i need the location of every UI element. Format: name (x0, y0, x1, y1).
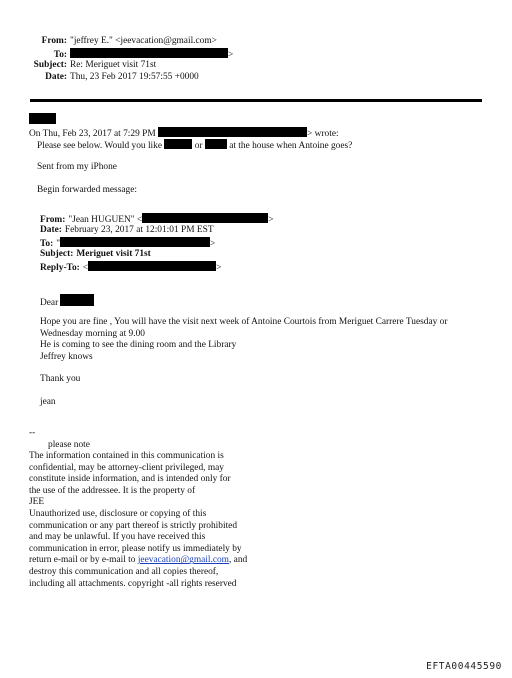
redaction-box (158, 127, 307, 137)
notice-return-suffix: , and (228, 555, 248, 566)
fwd-subject-value: Meriguet visit 71st (76, 249, 151, 259)
fwd-from-label: From: (40, 215, 66, 225)
fwd-close-bracket: > (268, 215, 274, 225)
notice-line: communication or any part thereof is strictly prohibited (29, 520, 238, 531)
sent-from-line: Sent from my iPhone (37, 162, 117, 172)
header-from-row (0, 36, 217, 48)
redaction-box (88, 261, 216, 271)
notice-line: including all attachments. copyright -all rights reserved (29, 578, 237, 589)
header-from-value: "jeffrey E." <jeevacation@gmail.com> (70, 36, 217, 46)
notice-line: the use of the addressee. It is the property of (29, 485, 196, 496)
notice-return-prefix: return e-mail or by e-mail to (29, 555, 138, 566)
header-subject-row (0, 60, 156, 72)
redaction-box (70, 48, 228, 58)
greeting-line (40, 294, 94, 310)
fwd-to-label: To: (40, 239, 54, 249)
redaction-box (142, 213, 268, 223)
notice-line: The information contained in this communication is (29, 451, 224, 461)
notice-line: and may be unlawful. If you have received this (29, 532, 206, 543)
body-line-4: Jeffrey knows (40, 352, 93, 362)
reply-wrote: > wrote: (307, 129, 339, 139)
notice-line: confidential, may be attorney-client privileged, may (29, 462, 224, 473)
header-date-label: Date: (45, 72, 67, 82)
header-to-label: To: (53, 50, 67, 60)
notice-line: JEE (29, 497, 45, 508)
fwd-close-bracket: > (216, 263, 222, 273)
header-subject-label: Subject: (33, 60, 67, 70)
header-to-suffix: > (228, 50, 234, 60)
reply-question-b: at the house when Antoine goes? (229, 141, 353, 151)
fwd-subject-row (40, 249, 151, 261)
redaction-box (60, 237, 210, 247)
reply-question-a: Please see below. Would you like (37, 141, 162, 151)
fwd-to-value: " (56, 239, 61, 249)
notice-line: destroy this communication and all copies thereof, (29, 567, 219, 577)
signature-dashes: -- (29, 428, 36, 438)
email-link[interactable]: jeevacation@gmail.com (137, 555, 229, 566)
document-id: EFTA00445590 (426, 661, 502, 672)
greeting: Dear (40, 298, 59, 308)
body-line-3: He is coming to see the dining room and the Library (40, 340, 237, 350)
fwd-replyto-row (40, 261, 221, 275)
notice-return-line (29, 555, 247, 567)
fwd-replyto-value: < (82, 263, 89, 273)
fwd-from-value: "Jean HUGUEN" < (68, 215, 143, 225)
reply-question-line (37, 139, 352, 153)
body-line-1: Hope you are fine , You will have the visit next week of Antoine Courtois from Meriguet Carrere Tuesday or (40, 317, 448, 327)
reply-question-or: or (194, 141, 203, 151)
fwd-date-row (40, 225, 214, 237)
fwd-subject-label: Subject: (40, 249, 74, 259)
redaction-box (164, 139, 192, 149)
notice-line: constitute inside information, and is intended only for (29, 474, 231, 485)
reply-on-date: On Thu, Feb 23, 2017 at 7:29 PM (29, 129, 156, 139)
fwd-date-label: Date: (40, 225, 62, 235)
notice-line: Unauthorized use, disclosure or copying of this (29, 509, 207, 519)
redaction-box (60, 294, 94, 306)
fwd-date-value: February 23, 2017 at 12:01:01 PM EST (64, 225, 214, 235)
header-divider (30, 99, 482, 102)
redaction-box (205, 139, 227, 149)
signature-line: jean (40, 397, 56, 407)
header-subject-value: Re: Meriguet visit 71st (70, 60, 157, 70)
begin-forwarded-line: Begin forwarded message: (37, 185, 137, 195)
body-line-2: Wednesday morning at 9.00 (40, 329, 145, 339)
notice-line: communication in error, please notify us immediately by (29, 543, 242, 554)
header-from-label: From: (41, 36, 67, 46)
fwd-close-bracket: > (210, 239, 216, 249)
please-note: please note (48, 440, 90, 450)
thanks-line: Thank you (40, 374, 81, 384)
redaction-box (29, 113, 56, 124)
fwd-replyto-label: Reply-To: (40, 263, 80, 273)
header-date-row (0, 72, 199, 84)
header-date-value: Thu, 23 Feb 2017 19:57:55 +0000 (70, 72, 199, 82)
